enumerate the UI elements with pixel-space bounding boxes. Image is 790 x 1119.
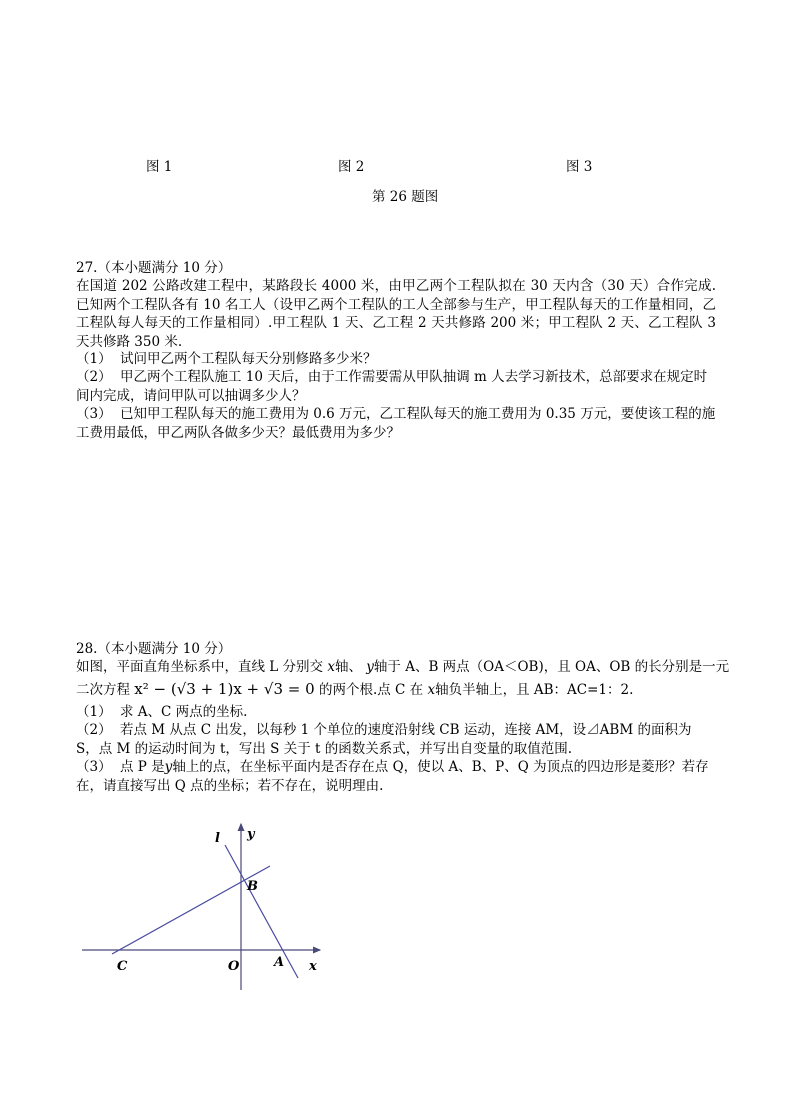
fig26-label-3: 图 3 — [566, 159, 593, 175]
q28-part-3-text-a: 点 P 是 — [120, 759, 165, 775]
label-C: C — [117, 959, 128, 974]
fig26-label-2: 图 2 — [338, 159, 365, 175]
y-variable: y — [366, 659, 374, 675]
q27-part-3-num: （3） — [76, 406, 112, 422]
q28-part-2-num: （2） — [76, 722, 112, 738]
q27-part-3-text: 已知甲工程队每天的施工费用为 0.6 万元，乙工程队每天的施工费用为 0.35 万元，要使该工程的施工费用最低，甲乙两队各做多少天？最低费用为多少？ — [76, 406, 716, 441]
label-l: l — [215, 831, 220, 846]
label-A: A — [274, 955, 285, 970]
q27-part-2-text: 甲乙两个工程队施工 10 天后，由于工作需要需从甲队抽调 m 人去学习新技术，总部要求在规定时间内完成，请问甲队可以抽调多少人？ — [76, 369, 708, 404]
q28-intro1-c: 轴于 A、B 两点（OA＜OB)，且 OA、OB 的长分别是一元 — [373, 659, 730, 675]
x-variable-2: x — [427, 682, 436, 698]
q28-intro2-a: 二次方程 — [76, 682, 130, 698]
q28-intro2-c: 轴负半轴上，且 AB：AC=1：2. — [435, 682, 634, 698]
q27-header: 27.（本小题满分 10 分） — [76, 260, 232, 276]
fig26-label-1: 图 1 — [146, 159, 173, 175]
label-B: B — [247, 879, 258, 894]
q28-header: 28.（本小题满分 10 分） — [76, 641, 232, 657]
q28-part-3-num: （3） — [76, 759, 112, 775]
q27-part-1-text: 试问甲乙两个工程队每天分别修路多少米？ — [120, 351, 377, 367]
q28-part-2-text: 若点 M 从点 C 出发，以每秒 1 个单位的速度沿射线 CB 运动，连接 AM，设⊿ABM 的面积为 S，点 M 的运动时间为 t，写出 S 关于 t 的函数关系式，并写出自变量的取值范围. — [76, 722, 692, 757]
q28-part-3-text-b: 轴上的点，在坐标平面内是否存在点 Q，使以 A、B、P、Q 为顶点的四边形是菱形？若存在，请直接写出 Q 点的坐标；若不存在，说明理由. — [76, 759, 709, 794]
q28-intro1-b: 轴、 — [334, 659, 362, 675]
quadratic-equation: x² − (√3 + 1)x + √3 = 0 — [134, 680, 315, 698]
q28-part-1-text: 求 A、C 两点的坐标. — [120, 704, 248, 720]
q27-intro: 在国道 202 公路改建工程中，某路段长 4000 米，由甲乙两个工程队拟在 30 天内含（30 天）合作完成.已知两个工程队各有 10 名工人（设甲乙两个工程队的工人全部参与生产，甲工程队每天的工作量相同，乙工程队每人每天的工作量相同）.甲工程队 1 天、乙工程 2 天共修路 200 米；甲工程队 2 天、乙工程队 3 天共修路 350 米. — [76, 278, 716, 350]
q28-part-1-num: （1） — [76, 704, 112, 720]
q27-part-2-num: （2） — [76, 369, 112, 385]
q28-intro1-a: 如图，平面直角坐标系中，直线 L 分别交 — [76, 659, 324, 675]
x-variable: x — [327, 659, 335, 675]
q27-part-1-num: （1） — [76, 351, 112, 367]
q28-intro2-b: 的两个根.点 C 在 — [318, 682, 424, 698]
label-x: x — [309, 959, 317, 974]
label-y: y — [247, 827, 255, 842]
fig26-caption: 第 26 题图 — [372, 189, 439, 205]
y-variable-2: y — [164, 759, 173, 775]
label-O: O — [228, 959, 240, 974]
